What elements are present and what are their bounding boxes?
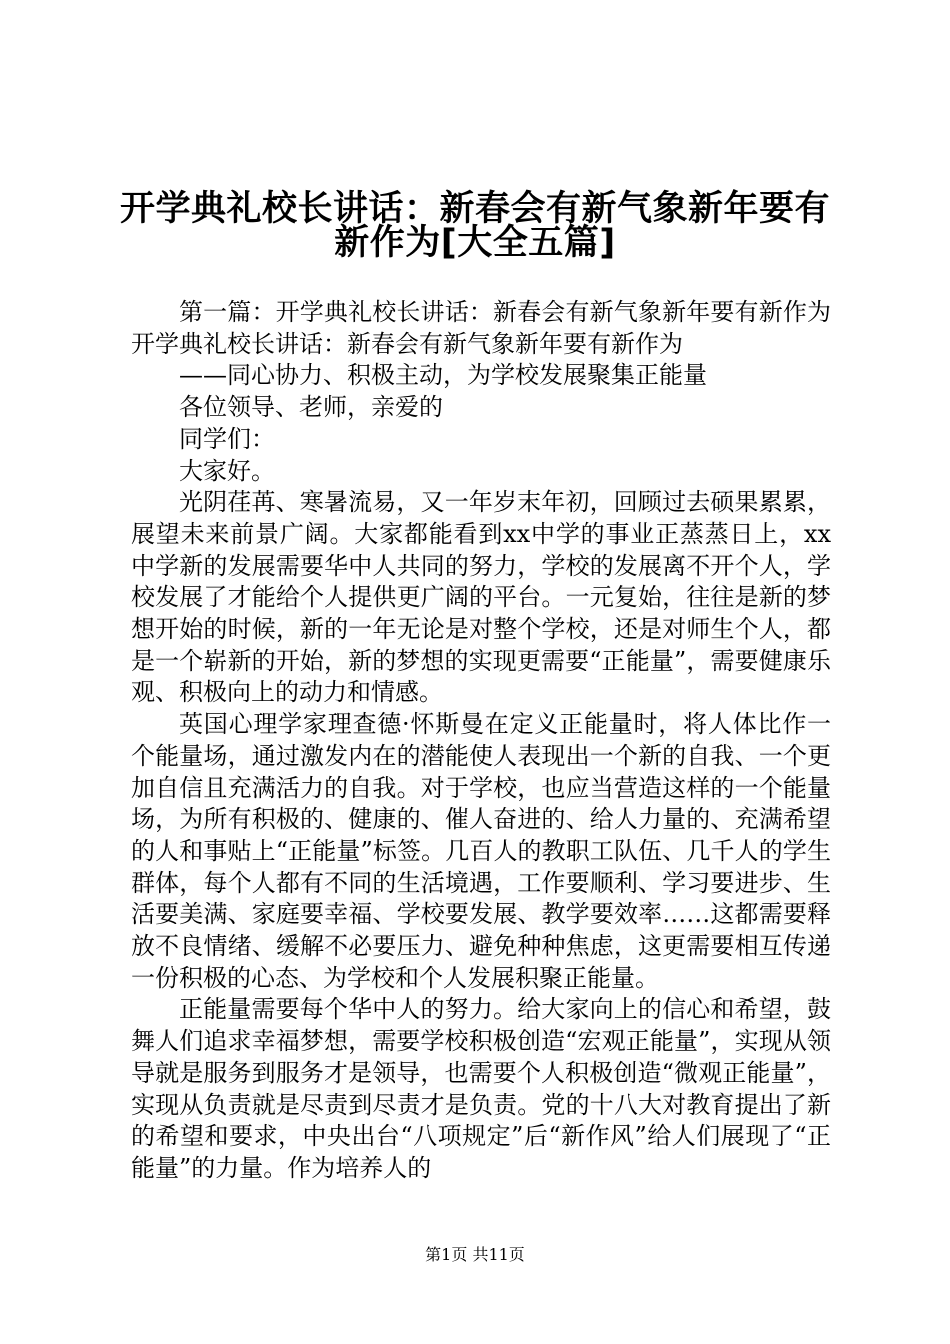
body-paragraph: 大家好。 (179, 456, 275, 485)
document-title-line-2: 新作为[大全五篇] (334, 223, 616, 263)
body-paragraph: ——同心协力、积极主动，为学校发展聚集正能量 (179, 361, 707, 390)
page-footer: 第1页 共11页 (425, 1245, 525, 1264)
body-paragraph: 各位领导、老师，亲爱的 (179, 393, 443, 422)
body-paragraph: 光阴荏苒、寒暑流易，又一年岁末年初，回顾过去硕果累累，展望未来前景广阔。大家都能看到xx中学的事业正蒸蒸日上，xx中学新的发展需要华中人共同的努力，学校的发展离不开个人，学校发展了才能给个人提供更广阔的平台。一元复始，往往是新的梦想开始的时候，新的一年无论是对整个学校，还是对师生个人，都是一个崭新的开始，新的梦想的实现更需要“正能量”，需要健康乐观、积极向上的动力和情感。 (131, 488, 831, 707)
body-paragraph: 正能量需要每个华中人的努力。给大家向上的信心和希望，鼓舞人们追求幸福梦想，需要学校积极创造“宏观正能量”，实现从领导就是服务到服务才是领导，也需要个人积极创造“微观正能量”，实现从负责就是尽责到尽责才是负责。党的十八大对教育提出了新的希望和要求，中央出台“八项规定”后“新作风”给人们展现了“正能量”的力量。作为培养人的 (131, 995, 831, 1182)
body-paragraph: 第一篇：开学典礼校长讲话：新春会有新气象新年要有新作为开学典礼校长讲话：新春会有新气象新年要有新作为 (131, 298, 831, 358)
body-paragraph: 同学们： (179, 424, 275, 453)
document-body (131, 297, 831, 1185)
document-title-line-1: 开学典礼校长讲话：新春会有新气象新年要有 (119, 189, 830, 229)
body-paragraph: 英国心理学家理查德·怀斯曼在定义正能量时，将人体比作一个能量场，通过激发内在的潜能使人表现出一个新的自我、一个更加自信且充满活力的自我。对于学校，也应当营造这样的一个能量场，为所有积极的、健康的、催人奋进的、给人力量的、充满希望的人和事贴上“正能量”标签。几百人的教职工队伍、几千人的学生群体，每个人都有不同的生活境遇，工作要顺利、学习要进步、生活要美满、家庭要幸福、学校要发展、教学要效率……这都需要释放不良情绪、缓解不必要压力、避免种种焦虑，这更需要相互传递一份积极的心态、为学校和个人发展积聚正能量。 (131, 710, 831, 992)
